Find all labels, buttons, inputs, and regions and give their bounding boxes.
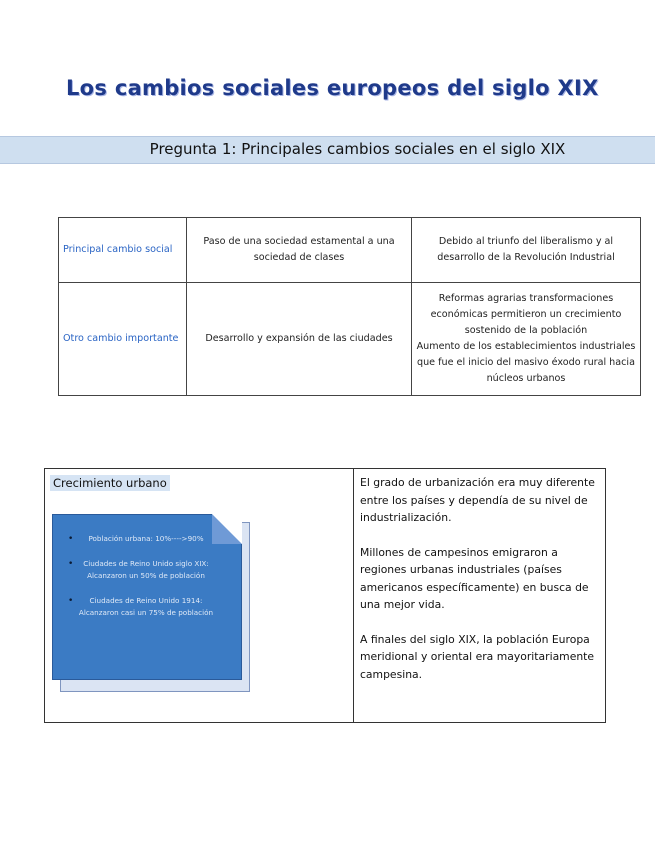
paragraph: A finales del siglo XIX, la población Europa meridional y oriental era mayoritariamente campesina. (360, 632, 595, 681)
change-cell: Desarrollo y expansión de las ciudades (187, 283, 412, 396)
list-item: • Ciudades de Reino Unido siglo XIX: Alcanzaron un 50% de población (68, 558, 209, 580)
bullet-icon: • (68, 534, 74, 544)
question-heading: Pregunta 1: Principales cambios sociales en el siglo XIX (149, 140, 566, 158)
cause-cell: Debido al triunfo del liberalismo y al desarrollo de la Revolución Industrial (412, 218, 641, 283)
social-changes-table (58, 217, 641, 396)
urban-growth-title: Crecimiento urbano (50, 475, 170, 491)
cause-cell (412, 283, 641, 396)
bullet-icon: • (68, 558, 74, 569)
row-label: Principal cambio social (59, 218, 187, 283)
list-item: • Población urbana: 10%---->90% (68, 534, 204, 544)
row-label: Otro cambio importante (59, 283, 187, 396)
urban-bullet-list (52, 533, 240, 632)
cause-line: Aumento de los establecimientos industriales que fue el inicio del masivo éxodo rural hacia núcleos urbanos (416, 341, 636, 384)
paragraph: Millones de campesinos emigraron a regiones urbanas industriales (países americanos específicamente) en busca de una mejor vida. (360, 545, 589, 611)
box-divider (353, 468, 354, 723)
bullet-icon: • (68, 595, 74, 606)
table-row (59, 283, 641, 396)
document-title: Los cambios sociales europeos del siglo XIX (66, 76, 599, 100)
list-item: • Ciudades de Reino Unido 1914: Alcanzaron casi un 75% de población (68, 595, 214, 617)
urban-description (360, 474, 600, 700)
paragraph: El grado de urbanización era muy diferente entre los países y dependía de su nivel de industrialización. (360, 476, 595, 524)
table-row (59, 218, 641, 283)
change-cell: Paso de una sociedad estamental a una sociedad de clases (187, 218, 412, 283)
cause-line: Reformas agrarias transformaciones económicas permitieron un crecimiento sostenido de la población (430, 293, 622, 336)
